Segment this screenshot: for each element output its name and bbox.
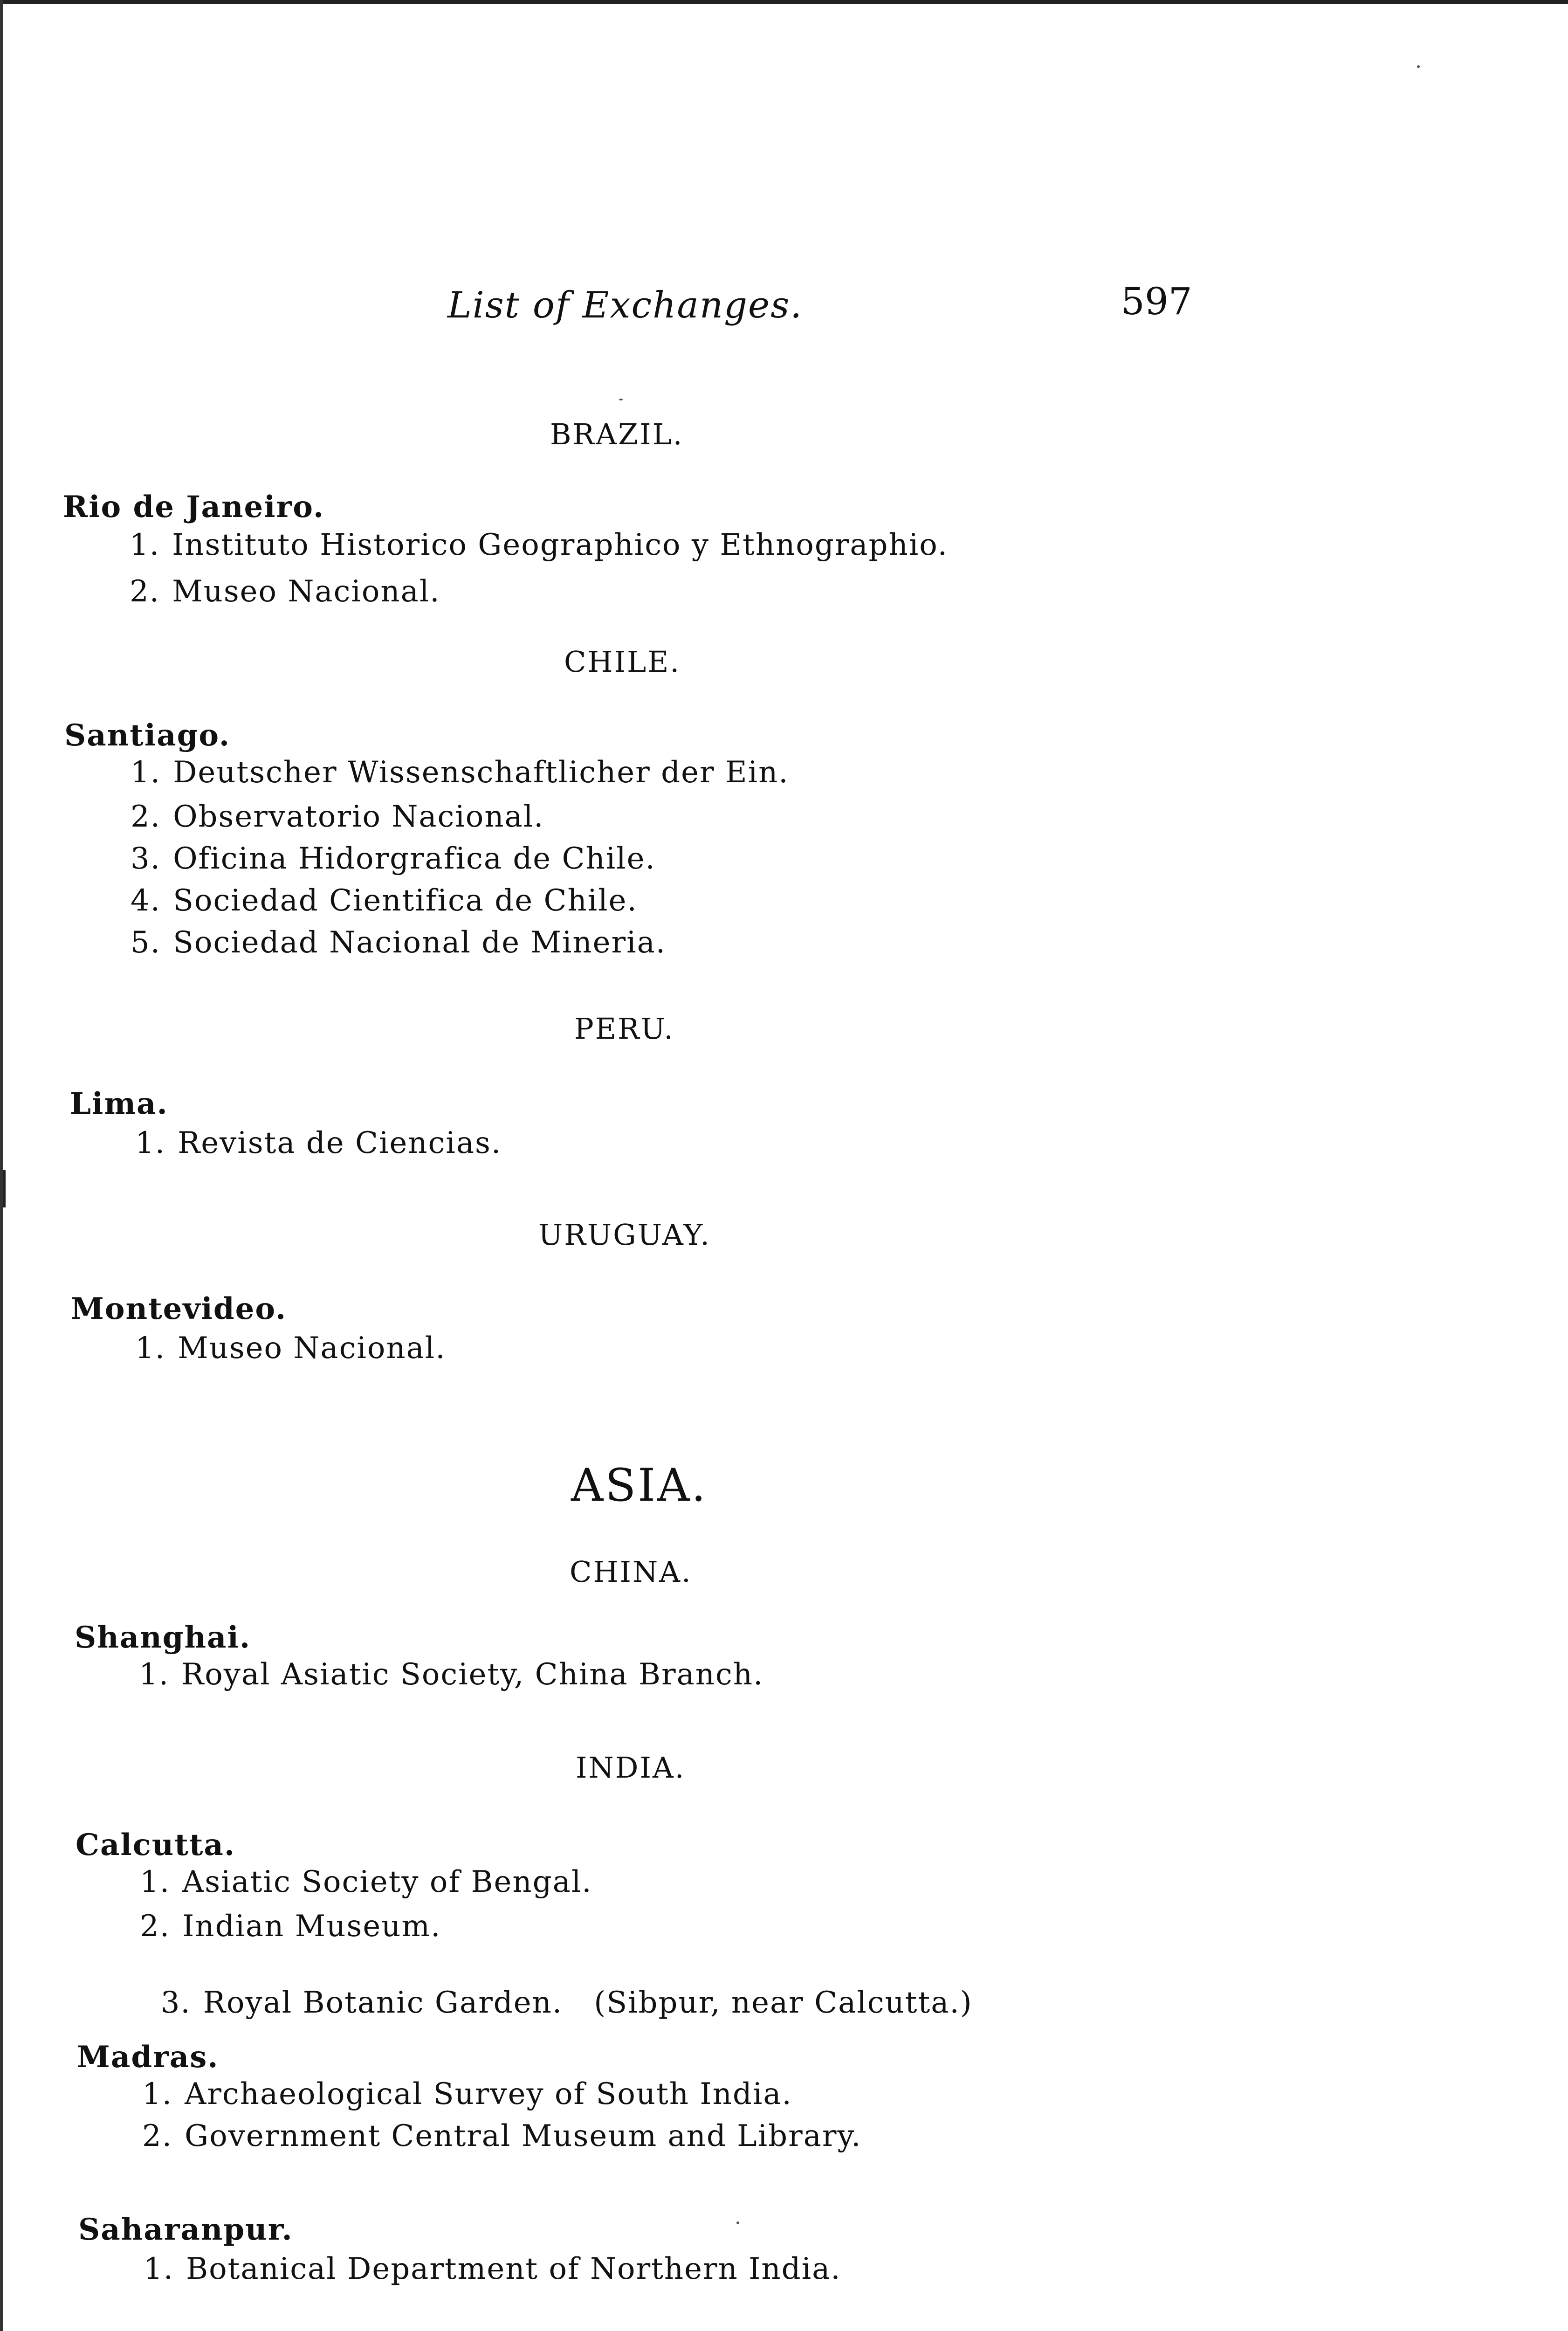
list-item <box>135 1331 446 1365</box>
entry-number: 3. <box>131 841 161 876</box>
list-item <box>140 1865 592 1899</box>
entry-text: Archaeological Survey of South India. <box>185 2077 792 2111</box>
entry-number: 1. <box>144 2252 174 2286</box>
entry-number: 1. <box>140 1865 171 1899</box>
entry-text: Sociedad Cientifica de Chile. <box>173 883 638 918</box>
country-heading-peru: PERU. <box>574 1012 674 1046</box>
list-item <box>142 2119 861 2153</box>
entry-number: 5. <box>131 925 161 960</box>
entry-number: 4. <box>131 883 161 918</box>
country-heading-china: CHINA. <box>570 1555 692 1589</box>
entry-number: 2. <box>140 1909 171 1944</box>
entry-number: 2. <box>131 800 161 834</box>
country-heading-india: INDIA. <box>576 1751 686 1785</box>
entry-number: 2. <box>130 574 160 609</box>
entry-number: 1. <box>131 755 161 790</box>
city-montevideo: Montevideo. <box>71 1291 287 1326</box>
page-top-edge <box>0 0 1568 4</box>
page-left-edge <box>0 0 3 2331</box>
list-item <box>131 755 789 790</box>
entry-text: Royal Botanic Garden. (Sibpur, near Calcutta.) <box>203 1986 973 2020</box>
city-calcutta: Calcutta. <box>76 1828 236 1862</box>
city-madras: Madras. <box>77 2040 219 2075</box>
scan-speck <box>736 2221 739 2224</box>
continent-heading-asia: ASIA. <box>571 1459 708 1511</box>
entry-text: Government Central Museum and Library. <box>185 2119 862 2153</box>
entry-text: Sociedad Nacional de Mineria. <box>173 925 667 960</box>
entry-number: 1. <box>142 2077 173 2111</box>
country-heading-uruguay: URUGUAY. <box>538 1218 711 1252</box>
list-item <box>135 1126 502 1160</box>
list-item <box>130 528 948 562</box>
city-rio-de-janeiro: Rio de Janeiro. <box>63 490 325 524</box>
running-header-title: List of Exchanges. <box>447 284 803 326</box>
list-item <box>142 2077 792 2111</box>
entry-text: Revista de Ciencias. <box>178 1126 502 1160</box>
list-item <box>139 1657 763 1692</box>
entry-text: Royal Asiatic Society, China Branch. <box>181 1657 764 1692</box>
list-item <box>131 800 544 834</box>
city-shanghai: Shanghai. <box>75 1620 251 1655</box>
city-santiago: Santiago. <box>64 718 231 753</box>
list-item <box>130 574 440 609</box>
list-item <box>140 1909 441 1944</box>
country-heading-brazil: BRAZIL. <box>550 417 684 451</box>
entry-text: Instituto Historico Geographico y Ethnographio. <box>172 528 948 562</box>
list-item <box>140 1951 973 2020</box>
entry-text: Deutscher Wissenschaftlicher der Ein. <box>173 755 789 790</box>
city-lima: Lima. <box>70 1086 168 1121</box>
entry-text: Indian Museum. <box>182 1909 441 1944</box>
list-item <box>144 2252 841 2286</box>
scan-speck <box>619 399 623 400</box>
entry-text: Museo Nacional. <box>178 1331 446 1365</box>
page-number: 597 <box>1121 280 1192 323</box>
entry-text: Observatorio Nacional. <box>173 800 544 834</box>
entry-text: Museo Nacional. <box>172 574 440 609</box>
entry-number: 3. <box>160 1986 191 2020</box>
scan-edge-mark <box>3 1170 6 1207</box>
entry-number: 1. <box>130 528 160 562</box>
entry-text: Asiatic Society of Bengal. <box>182 1865 592 1899</box>
entry-number: 1. <box>135 1331 166 1365</box>
entry-text: Botanical Department of Northern India. <box>186 2252 841 2286</box>
list-item <box>131 841 656 876</box>
entry-number: 1. <box>139 1657 170 1692</box>
scan-speck <box>1417 65 1420 68</box>
list-item <box>131 883 638 918</box>
entry-number: 1. <box>135 1126 166 1160</box>
entry-number: 2. <box>142 2119 173 2153</box>
city-saharanpur: Saharanpur. <box>78 2212 293 2247</box>
list-item <box>131 925 666 960</box>
entry-text: Oficina Hidorgrafica de Chile. <box>173 841 656 876</box>
country-heading-chile: CHILE. <box>564 645 681 679</box>
